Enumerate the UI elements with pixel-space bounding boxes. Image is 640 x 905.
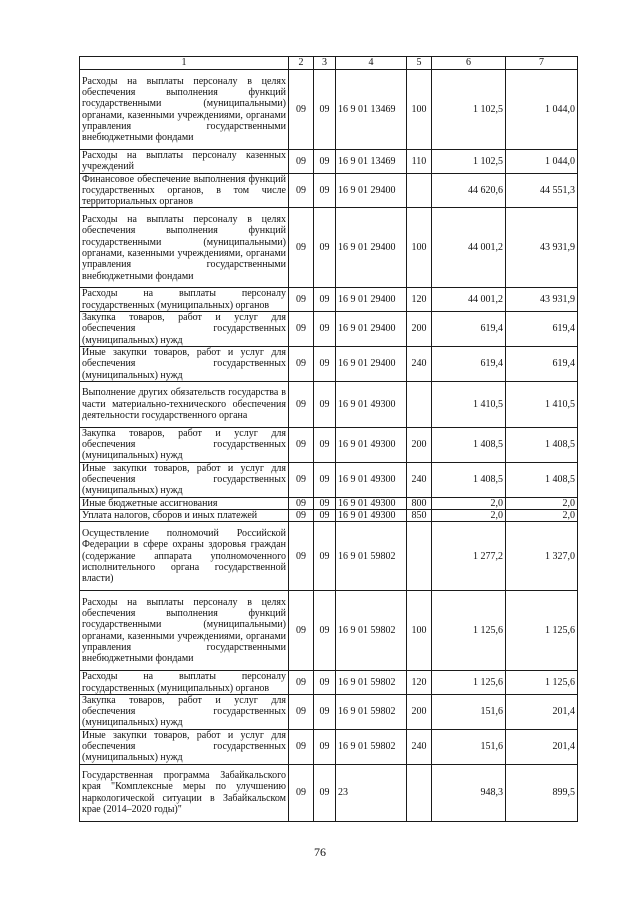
row-chapter-cell: 09 (289, 427, 314, 462)
row-amount-year2-cell: 1 044,0 (506, 70, 578, 150)
row-target-code-cell: 16 9 01 29400 (336, 173, 407, 208)
row-chapter-cell: 09 (289, 729, 314, 764)
row-subsection-cell: 09 (314, 509, 336, 521)
row-amount-year2-cell: 619,4 (506, 346, 578, 381)
row-target-code-cell: 16 9 01 49300 (336, 509, 407, 521)
table-row (80, 509, 578, 521)
row-target-code-cell: 16 9 01 13469 (336, 150, 407, 174)
row-amount-year2-cell: 43 931,9 (506, 208, 578, 288)
row-chapter-cell: 09 (289, 591, 314, 671)
row-expense-type-cell: 110 (407, 150, 432, 174)
row-subsection-cell: 09 (314, 522, 336, 591)
row-name-cell: Уплата налогов, сборов и иных платежей (80, 509, 289, 521)
row-expense-type-cell (407, 764, 432, 821)
row-target-code-cell: 16 9 01 49300 (336, 462, 407, 497)
row-chapter-cell: 09 (289, 346, 314, 381)
row-name-cell: Иные закупки товаров, работ и услуг для обеспечения государственных (муниципальных) нужд (80, 346, 289, 381)
row-subsection-cell: 09 (314, 497, 336, 509)
row-chapter-cell: 09 (289, 312, 314, 347)
table-row (80, 173, 578, 208)
row-subsection-cell: 09 (314, 173, 336, 208)
row-expense-type-cell: 200 (407, 694, 432, 729)
row-target-code-cell: 16 9 01 59802 (336, 694, 407, 729)
table-row (80, 671, 578, 695)
row-expense-type-cell: 240 (407, 729, 432, 764)
row-amount-year2-cell: 1 408,5 (506, 427, 578, 462)
row-expense-type-cell: 120 (407, 288, 432, 312)
row-amount-year2-cell: 619,4 (506, 312, 578, 347)
row-expense-type-cell: 100 (407, 70, 432, 150)
row-chapter-cell: 09 (289, 462, 314, 497)
row-expense-type-cell: 120 (407, 671, 432, 695)
row-subsection-cell: 09 (314, 381, 336, 427)
row-name-cell: Расходы на выплаты персоналу в целях обеспечения выполнения функций государственными (муниципальными) органами, казенными учреждениями, органами управления государственными внебюджетными фондами (80, 208, 289, 288)
row-amount-year2-cell: 1 125,6 (506, 671, 578, 695)
row-expense-type-cell (407, 381, 432, 427)
row-name-cell: Закупка товаров, работ и услуг для обеспечения государственных (муниципальных) нужд (80, 427, 289, 462)
row-chapter-cell: 09 (289, 150, 314, 174)
row-amount-year1-cell: 1 277,2 (432, 522, 506, 591)
row-name-cell: Государственная программа Забайкальского края "Комплексные меры по улучшению наркологической ситуации в Забайкальском крае (2014–2020 годы)" (80, 764, 289, 821)
row-subsection-cell: 09 (314, 694, 336, 729)
row-subsection-cell: 09 (314, 427, 336, 462)
row-subsection-cell: 09 (314, 462, 336, 497)
row-amount-year1-cell: 151,6 (432, 729, 506, 764)
row-expense-type-cell: 100 (407, 591, 432, 671)
row-subsection-cell: 09 (314, 671, 336, 695)
table-row (80, 694, 578, 729)
row-chapter-cell: 09 (289, 208, 314, 288)
row-target-code-cell: 16 9 01 59802 (336, 591, 407, 671)
column-header-7: 7 (506, 57, 578, 70)
column-header-4: 4 (336, 57, 407, 70)
row-amount-year1-cell: 1 408,5 (432, 427, 506, 462)
row-amount-year2-cell: 2,0 (506, 509, 578, 521)
row-target-code-cell: 16 9 01 29400 (336, 288, 407, 312)
row-name-cell: Расходы на выплаты персоналу государственных (муниципальных) органов (80, 288, 289, 312)
row-expense-type-cell: 100 (407, 208, 432, 288)
row-target-code-cell: 16 9 01 13469 (336, 70, 407, 150)
row-name-cell: Расходы на выплаты персоналу в целях обеспечения выполнения функций государственными (муниципальными) органами, казенными учреждениями, органами управления государственными внебюджетными фондами (80, 70, 289, 150)
row-name-cell: Осуществление полномочий Российской Федерации в сфере охраны здоровья граждан (содержание аппарата уполномоченного исполнительного органа государственной власти) (80, 522, 289, 591)
row-expense-type-cell: 200 (407, 427, 432, 462)
column-header-6: 6 (432, 57, 506, 70)
row-chapter-cell: 09 (289, 522, 314, 591)
row-target-code-cell: 16 9 01 59802 (336, 671, 407, 695)
row-expense-type-cell (407, 173, 432, 208)
row-name-cell: Выполнение других обязательств государства в части материально-технического обеспечения деятельности государственного органа (80, 381, 289, 427)
row-expense-type-cell: 800 (407, 497, 432, 509)
row-amount-year1-cell: 1 410,5 (432, 381, 506, 427)
row-amount-year2-cell: 2,0 (506, 497, 578, 509)
row-amount-year1-cell: 2,0 (432, 497, 506, 509)
row-expense-type-cell: 240 (407, 462, 432, 497)
row-subsection-cell: 09 (314, 729, 336, 764)
row-amount-year2-cell: 44 551,3 (506, 173, 578, 208)
row-name-cell: Иные закупки товаров, работ и услуг для обеспечения государственных (муниципальных) нужд (80, 729, 289, 764)
row-name-cell: Расходы на выплаты персоналу в целях обеспечения выполнения функций государственными (муниципальными) органами, казенными учреждениями, органами управления государственными внебюджетными фондами (80, 591, 289, 671)
row-expense-type-cell: 200 (407, 312, 432, 347)
row-chapter-cell: 09 (289, 764, 314, 821)
row-chapter-cell: 09 (289, 288, 314, 312)
table-row (80, 288, 578, 312)
row-amount-year2-cell: 201,4 (506, 694, 578, 729)
document-page (79, 56, 577, 822)
row-subsection-cell: 09 (314, 150, 336, 174)
row-name-cell: Финансовое обеспечение выполнения функций государственных органов, в том числе территориальных органов (80, 173, 289, 208)
column-header-2: 2 (289, 57, 314, 70)
row-amount-year1-cell: 44 620,6 (432, 173, 506, 208)
row-amount-year1-cell: 619,4 (432, 312, 506, 347)
row-subsection-cell: 09 (314, 591, 336, 671)
row-expense-type-cell (407, 522, 432, 591)
row-amount-year1-cell: 1 102,5 (432, 70, 506, 150)
row-amount-year1-cell: 44 001,2 (432, 288, 506, 312)
row-amount-year1-cell: 1 125,6 (432, 671, 506, 695)
row-target-code-cell: 16 9 01 49300 (336, 381, 407, 427)
row-name-cell: Закупка товаров, работ и услуг для обеспечения государственных (муниципальных) нужд (80, 312, 289, 347)
table-row (80, 346, 578, 381)
row-subsection-cell: 09 (314, 288, 336, 312)
column-header-5: 5 (407, 57, 432, 70)
table-row (80, 591, 578, 671)
table-row (80, 729, 578, 764)
row-amount-year2-cell: 1 327,0 (506, 522, 578, 591)
row-amount-year1-cell: 1 408,5 (432, 462, 506, 497)
row-name-cell: Иные бюджетные ассигнования (80, 497, 289, 509)
row-amount-year2-cell: 201,4 (506, 729, 578, 764)
row-amount-year2-cell: 1 125,6 (506, 591, 578, 671)
row-expense-type-cell: 240 (407, 346, 432, 381)
row-amount-year1-cell: 44 001,2 (432, 208, 506, 288)
row-amount-year1-cell: 948,3 (432, 764, 506, 821)
row-amount-year2-cell: 1 408,5 (506, 462, 578, 497)
table-row (80, 208, 578, 288)
row-chapter-cell: 09 (289, 497, 314, 509)
row-amount-year1-cell: 619,4 (432, 346, 506, 381)
table-row (80, 427, 578, 462)
table-row (80, 150, 578, 174)
row-subsection-cell: 09 (314, 312, 336, 347)
budget-table (79, 56, 578, 822)
row-amount-year1-cell: 1 102,5 (432, 150, 506, 174)
row-chapter-cell: 09 (289, 381, 314, 427)
row-subsection-cell: 09 (314, 208, 336, 288)
header-row (80, 57, 578, 70)
column-header-1: 1 (80, 57, 289, 70)
row-chapter-cell: 09 (289, 509, 314, 521)
row-target-code-cell: 16 9 01 49300 (336, 427, 407, 462)
row-amount-year1-cell: 2,0 (432, 509, 506, 521)
table-row (80, 312, 578, 347)
table-row (80, 497, 578, 509)
row-expense-type-cell: 850 (407, 509, 432, 521)
row-chapter-cell: 09 (289, 173, 314, 208)
row-target-code-cell: 16 9 01 59802 (336, 729, 407, 764)
row-chapter-cell: 09 (289, 70, 314, 150)
row-amount-year1-cell: 1 125,6 (432, 591, 506, 671)
row-subsection-cell: 09 (314, 764, 336, 821)
row-name-cell: Иные закупки товаров, работ и услуг для обеспечения государственных (муниципальных) нужд (80, 462, 289, 497)
row-subsection-cell: 09 (314, 346, 336, 381)
row-target-code-cell: 16 9 01 29400 (336, 312, 407, 347)
row-name-cell: Расходы на выплаты персоналу казенных учреждений (80, 150, 289, 174)
column-header-3: 3 (314, 57, 336, 70)
table-row (80, 462, 578, 497)
table-row (80, 764, 578, 821)
row-amount-year2-cell: 899,5 (506, 764, 578, 821)
row-amount-year2-cell: 1 410,5 (506, 381, 578, 427)
row-name-cell: Закупка товаров, работ и услуг для обеспечения государственных (муниципальных) нужд (80, 694, 289, 729)
row-target-code-cell: 16 9 01 59802 (336, 522, 407, 591)
row-amount-year2-cell: 1 044,0 (506, 150, 578, 174)
table-row (80, 381, 578, 427)
row-chapter-cell: 09 (289, 694, 314, 729)
table-row (80, 70, 578, 150)
row-target-code-cell: 16 9 01 29400 (336, 208, 407, 288)
row-amount-year1-cell: 151,6 (432, 694, 506, 729)
row-target-code-cell: 23 (336, 764, 407, 821)
row-amount-year2-cell: 43 931,9 (506, 288, 578, 312)
table-row (80, 522, 578, 591)
row-subsection-cell: 09 (314, 70, 336, 150)
row-chapter-cell: 09 (289, 671, 314, 695)
row-name-cell: Расходы на выплаты персоналу государственных (муниципальных) органов (80, 671, 289, 695)
page-number: 76 (314, 845, 326, 859)
row-target-code-cell: 16 9 01 29400 (336, 346, 407, 381)
row-target-code-cell: 16 9 01 49300 (336, 497, 407, 509)
